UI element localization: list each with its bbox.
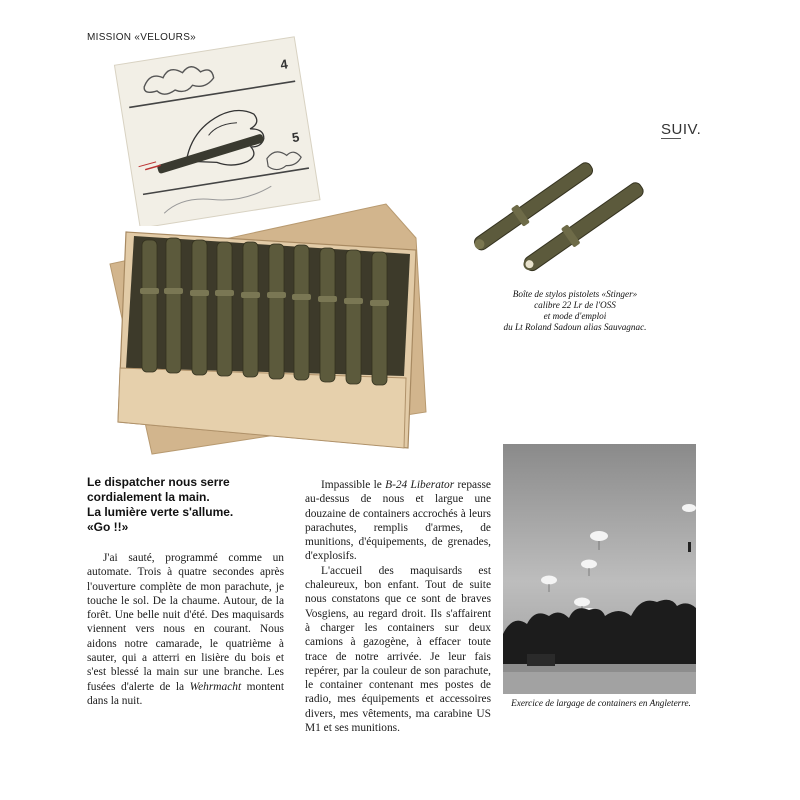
photo-caption: Exercice de largage de containers en Angleterre. bbox=[511, 698, 691, 708]
body-column-1 bbox=[87, 551, 284, 708]
lead-line: cordialement la main. bbox=[87, 490, 210, 504]
continuation-marker bbox=[661, 121, 701, 138]
lead-line: La lumière verte s'allume. bbox=[87, 505, 234, 519]
body-emphasis: Wehrmacht bbox=[189, 680, 242, 693]
continuation-label: SUIV. bbox=[661, 121, 702, 138]
loose-stinger-pens-photo bbox=[455, 140, 655, 280]
lead-line: «Go !!» bbox=[87, 520, 129, 534]
body-text: montent dans la nuit. bbox=[87, 680, 284, 707]
lead-line: Le dispatcher nous serre bbox=[87, 475, 230, 489]
body-text: repasse au-dessus de nous et largue une douzaine de containers accrochés à leurs parachutes, remplis d'armes, de munitions, d'équipements, de grenades, d'explosifs. bbox=[305, 479, 491, 563]
section-header: MISSION «VELOURS» bbox=[87, 32, 197, 43]
body-emphasis: B-24 Liberator bbox=[385, 479, 455, 491]
sketch-number-5: 5 bbox=[290, 129, 301, 146]
pens-caption-line: Boîte de stylos pistolets «Stinger» bbox=[512, 289, 638, 299]
sketch-number-4: 4 bbox=[279, 56, 289, 73]
parachute-drop-photo bbox=[503, 444, 696, 694]
pens-caption-line: et mode d'emploi bbox=[543, 311, 607, 321]
pens-caption-line: calibre 22 Lr de l'OSS bbox=[534, 300, 616, 310]
body-text: Impassible le bbox=[321, 479, 386, 491]
body-text: J'ai sauté, programmé comme un automate. Trois à quatre secondes après l'ouverture complète de mon parachute, je touche le sol. De la chaume. Autour, de la forêt. Une belle nuit d'été. Des maquisards viennent vers nous en courant. Nous aidons notre camarade, le quatrième à sauter, qui a atterri en lisière du bois et s'est blessé la main sur une branche. Les fusées d'alerte de la bbox=[87, 552, 284, 693]
lead-paragraph bbox=[87, 475, 287, 535]
body-column-2 bbox=[305, 478, 491, 735]
body-paragraph bbox=[305, 478, 491, 564]
stinger-pen-box-photo bbox=[104, 198, 434, 460]
body-paragraph: L'accueil des maquisards est chaleureux, bon enfant. Tout de suite nous constatons que ce sont de braves Vosgiens, au regard droit. Ils s'affairent à charger les containers sur deux camions à gazogène, à effacer toute trace de notre arrivée. Je leur fais repérer, par la couleur de son parachute, le container contenant mes postes de radio, mes équipements et accessoires divers, mes vêtements, ma carabine US M1 et ses munitions. bbox=[305, 564, 491, 735]
pens-caption bbox=[455, 289, 695, 333]
pens-caption-line: du Lt Roland Sadoun alias Sauvagnac. bbox=[503, 322, 647, 332]
body-paragraph bbox=[87, 551, 284, 708]
